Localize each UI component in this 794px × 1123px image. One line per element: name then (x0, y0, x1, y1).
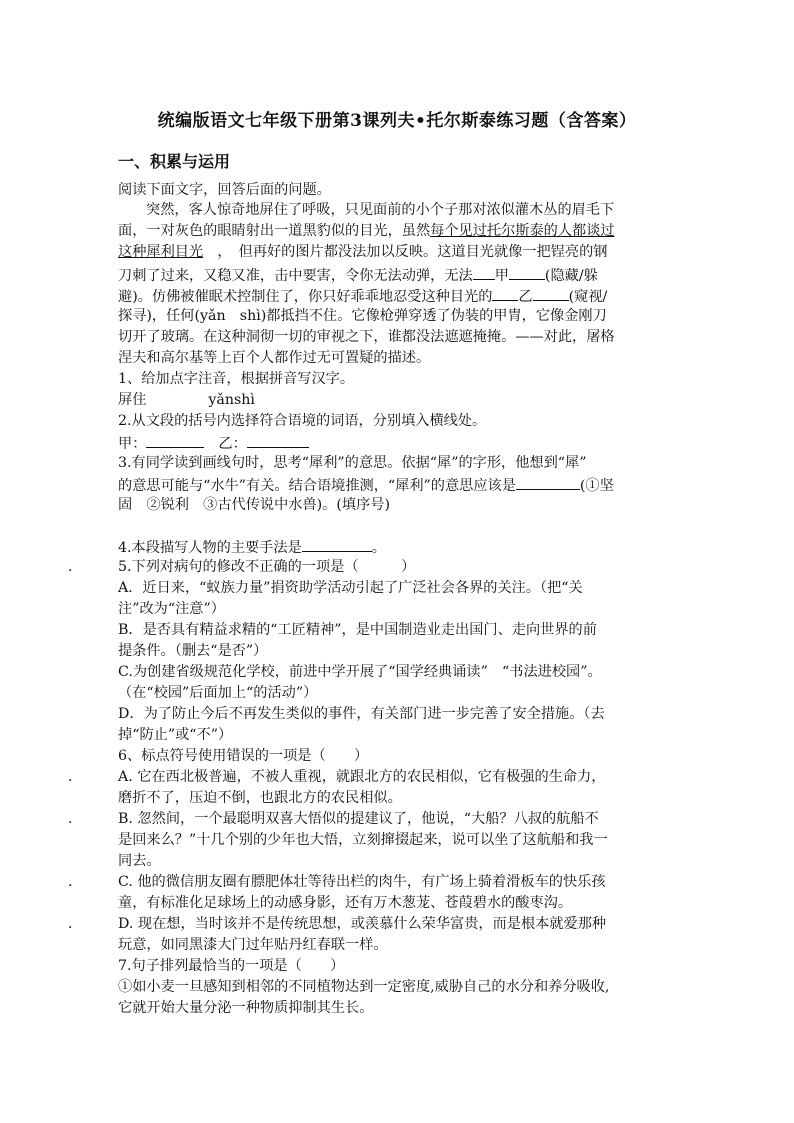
passage-text: 面，一对灰色的眼睛射出一道黑豹似的目光，虽然 (118, 223, 431, 239)
section-heading: 一、积累与运用 (118, 152, 231, 171)
margin-dot: . (68, 811, 73, 827)
passage-line (118, 264, 598, 286)
passage-line: 突然，客人惊奇地屏住了呼吸，只见面前的小个子那对浓似灌木丛的眉毛下 (146, 202, 615, 218)
blank-label-jia: 甲 (494, 268, 509, 284)
option-line: C. 他的微信朋友圈有膘肥体壮等待出栏的肉牛，有广场上骑着滑板车的快乐孩 (118, 874, 606, 890)
blank-line (533, 285, 569, 301)
answer-label-yi: 乙： (218, 436, 247, 452)
passage-text: (窥视/ (568, 289, 608, 305)
word-pingzhu: 屏住 (118, 392, 147, 408)
answer-blank (516, 474, 580, 490)
option-line: 是回来么？”十几个别的少年也大悟，立刻撺掇起来，说可以坐了这航船和我一 (118, 832, 608, 848)
question-text: 的意思可能与“水牛”有关。结合语境推测，“犀利”的意思应该是 (118, 478, 516, 494)
question-3-line (118, 474, 614, 496)
passage-line: 切开了玻璃。在这种洞彻一切的审视之下，谁都没法遮遮掩掩。——对此，屠格 (118, 329, 615, 345)
sentence-line: 它就开始大量分泌一种物质抑制其生长。 (118, 1000, 374, 1016)
question-4 (118, 536, 386, 558)
option-line: 童，有标准化足球场上的动感身影，还有万木葱茏、苍葭碧水的酸枣沟。 (118, 895, 573, 911)
passage-line (118, 242, 607, 262)
passage-line: 探寻)，任何(yǎn shì)都抵挡不住。它像枪弹穿透了伪装的甲胄，它像金刚刀 (118, 308, 607, 324)
passage-text: 刀刺了过来，又稳又准，击中要害，令你无法动弹，无法 (118, 268, 473, 284)
question-3-line: 3.有同学读到画线句时，思考“犀利”的意思。依据“犀”的字形，他想到“犀” (118, 455, 587, 471)
option-line: D．为了防止今后不再发生类似的事件，有关部门进一步完善了安全措施。（去 (118, 706, 605, 722)
option-line: 提条件。（删去“是否”） (118, 643, 268, 659)
passage-text: ， 但再好的图片都没法加以反映。这道目光就像一把锃亮的钢 (203, 244, 608, 260)
margin-dot: . (68, 916, 73, 932)
question-2: 2.从文段的括号内选择符合语境的词语，分别填入横线处。 (118, 413, 487, 429)
option-line: A．近日来，“蚁族力量”捐资助学活动引起了广泛社会各界的关注。（把“关 (118, 580, 583, 596)
reading-instruction: 阅读下面文字，回答后面的问题。 (118, 182, 331, 198)
passage-text: (隐藏/躲 (544, 268, 598, 284)
question-text: 。 (371, 540, 386, 556)
underlined-sentence: 这种犀利目光 (118, 244, 204, 260)
question-3-line: 固 ②锐利 ③古代传说中水兽)。(填序号) (118, 497, 390, 513)
option-line: A. 它在西北极普遍，不被人重视，就跟北方的农民相似，它有极强的生命力， (118, 769, 606, 785)
option-line: 掉“防止”或“不”） (118, 727, 233, 743)
question-1-words (118, 390, 255, 410)
margin-dot: . (68, 769, 73, 785)
answer-blank (247, 432, 309, 448)
option-line: （在“校园”后面加上“的活动”） (118, 685, 318, 701)
document-title: 统编版语文七年级下册第3课列夫•托尔斯泰练习题（含答案） (157, 111, 637, 131)
question-2-answers (118, 432, 309, 454)
passage-line (118, 221, 615, 241)
option-line: 玩意，如同黑漆大门过年贴丹红春联一样。 (118, 937, 388, 953)
blank-line (492, 285, 518, 301)
question-5-stem: 5.下列对病句的修改不正确的一项是（ ） (118, 559, 416, 575)
option-line: D. 现在想，当时该并不是传统思想，或羡慕什么荣华富贵，而是根本就爱那种 (118, 916, 607, 932)
option-line: 磨折不了，压迫不倒，也跟北方的农民相似。 (118, 790, 402, 806)
margin-dot: . (68, 874, 73, 890)
word-pinyin: yǎnshì (208, 392, 255, 408)
blank-line (473, 264, 495, 280)
margin-dot: . (68, 559, 73, 575)
answer-blank (302, 536, 372, 552)
question-1: 1、给加点字注音，根据拼音写汉字。 (118, 371, 355, 387)
option-line: 同去。 (118, 853, 161, 869)
answer-label-jia: 甲： (118, 436, 147, 452)
option-line: B. 忽然间，一个最聪明双喜大悟似的提建议了，他说，“大船？八叔的航船不 (118, 811, 599, 827)
blank-label-yi: 乙 (518, 289, 533, 305)
question-6-stem: 6、标点符号使用错误的一项是（ ） (118, 748, 369, 764)
question-text: 4.本段描写人物的主要手法是 (118, 540, 302, 556)
underlined-sentence: 每个见过托尔斯泰的人都谈过 (430, 223, 615, 239)
sentence-line: ①如小麦一旦感知到相邻的不同植物达到一定密度,威胁自己的水分和养分吸收, (118, 979, 610, 995)
option-line: 注”改为“注意”） (118, 601, 225, 617)
passage-text: 避)。仿佛被催眠术控制住了，你只好乖乖地忍受这种目光的 (118, 289, 493, 305)
option-line: B．是否具有精益求精的“工匠精神”，是中国制造业走出国门、走向世界的前 (118, 622, 597, 638)
blank-line (509, 264, 545, 280)
question-7-stem: 7.句子排列最恰当的一项是（ ） (118, 958, 345, 974)
answer-blank (146, 432, 204, 448)
passage-line (118, 285, 607, 307)
question-text: (①坚 (579, 478, 614, 494)
option-line: C.为创建省级规范化学校，前进中学开展了“国学经典诵读” “书法进校园”。 (118, 664, 602, 680)
passage-line: 涅夫和高尔基等上百个人都作过无可置疑的描述。 (118, 350, 431, 366)
